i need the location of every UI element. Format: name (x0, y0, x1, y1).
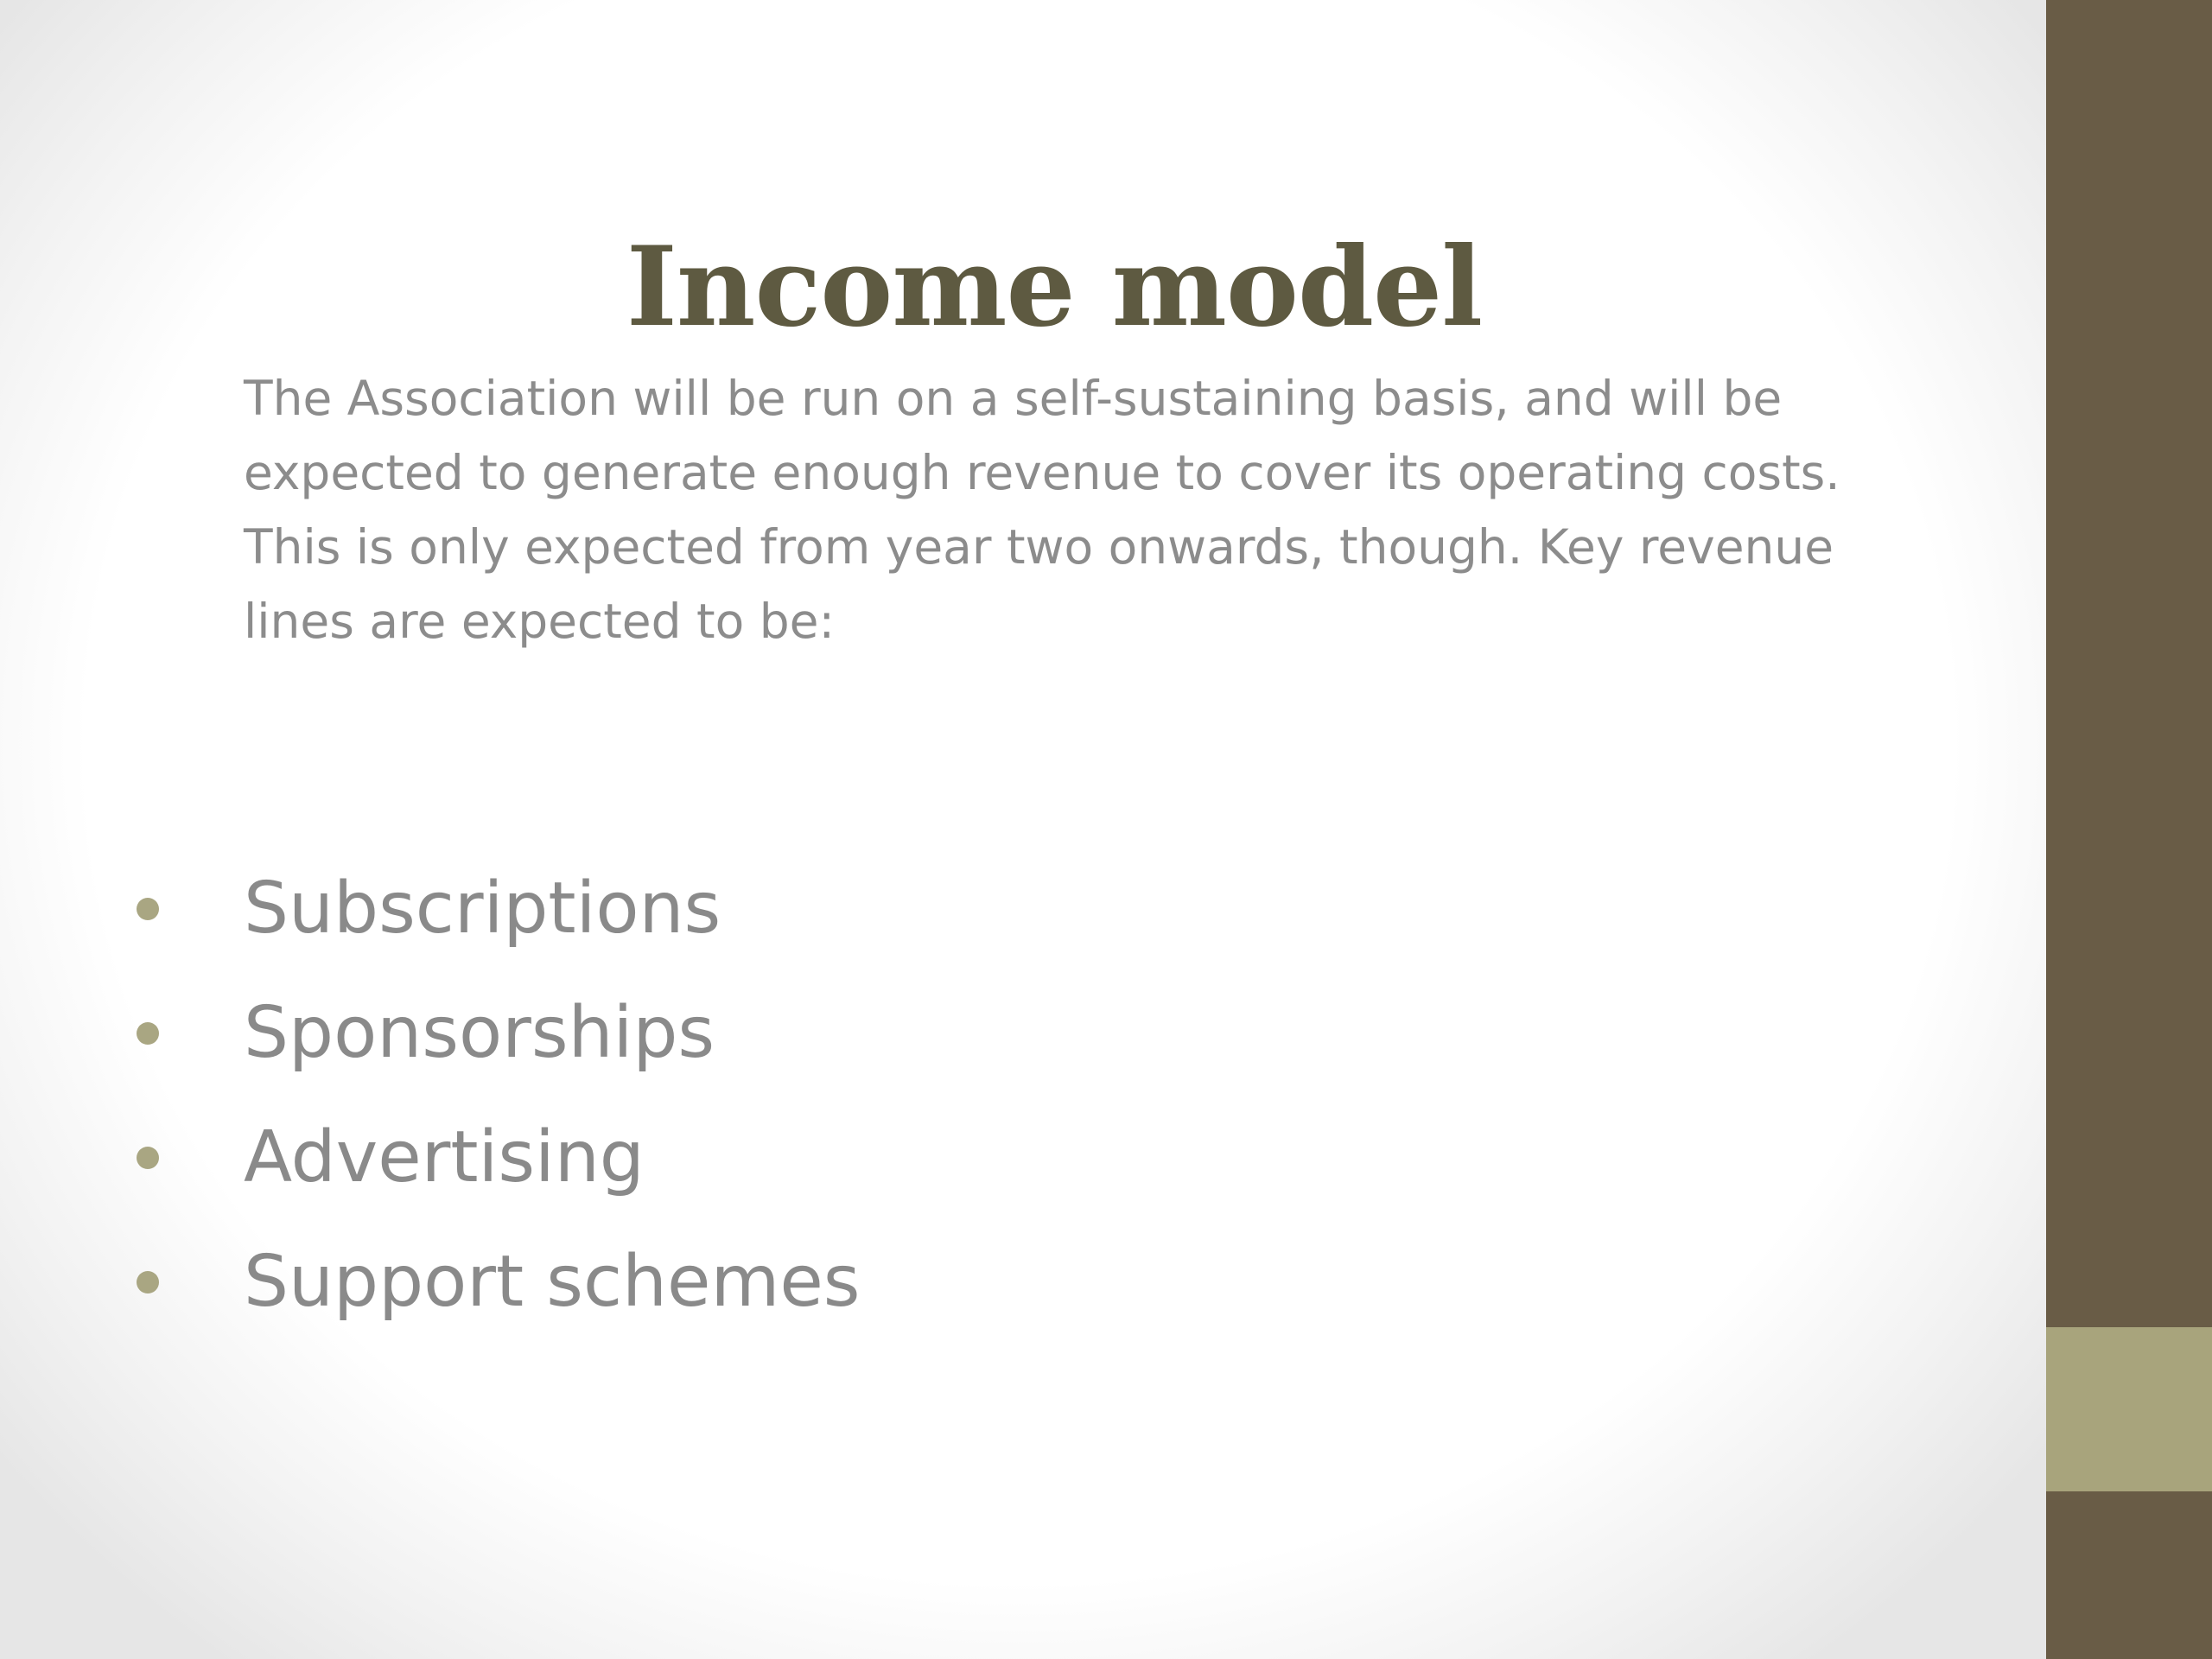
bullet-dot-icon (137, 1147, 159, 1169)
bullet-label: Sponsorships (244, 992, 715, 1074)
list-item (121, 1096, 861, 1220)
side-accent-decoration (2046, 1327, 2212, 1491)
intro-paragraph: The Association will be run on a self-sustaining basis, and will be expected to generate enough revenue to cover its operating costs. This is only expected from year two onwards, though. Key revenue lines are expected to be: (244, 371, 1840, 649)
bullet-dot-icon (137, 1022, 159, 1045)
list-item (121, 971, 861, 1096)
slide-title: Income model (626, 223, 1483, 352)
list-item (121, 847, 861, 971)
revenue-bullet-list (121, 847, 861, 1344)
list-item (121, 1220, 861, 1344)
bullet-label: Support schemes (244, 1241, 861, 1323)
bullet-label: Subscriptions (244, 868, 721, 950)
bullet-dot-icon (137, 898, 159, 920)
bullet-dot-icon (137, 1271, 159, 1294)
bullet-label: Advertising (244, 1116, 645, 1198)
